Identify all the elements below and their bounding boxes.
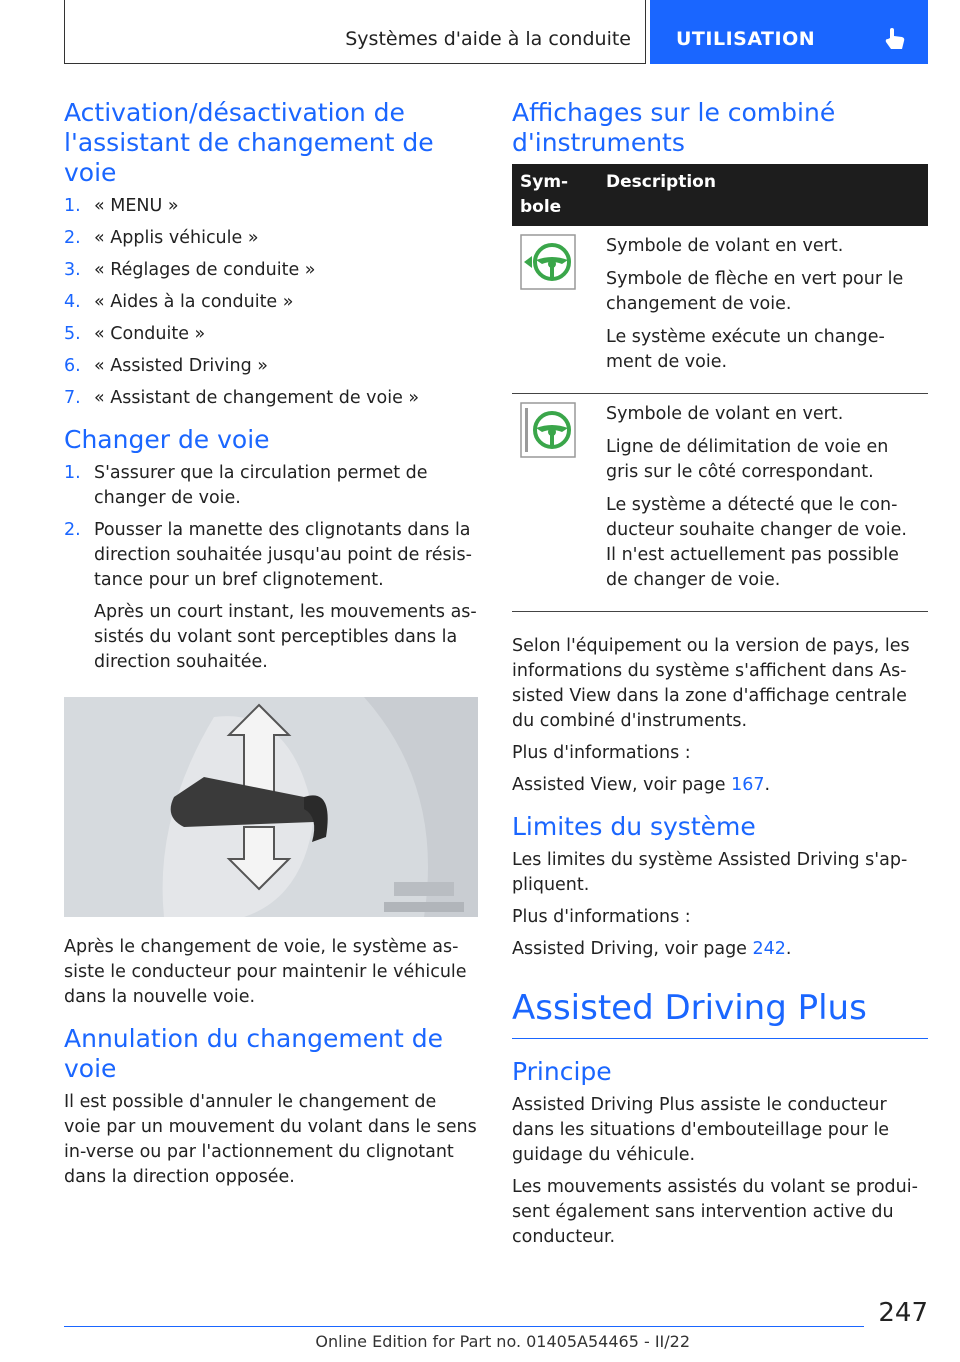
symbol-cell [512,394,598,612]
col-symbol-header: Sym-bole [512,164,598,226]
description-line: Le système exécute un change-ment de voie. [606,327,885,372]
list-item [64,386,478,411]
change-steps-list [64,461,478,675]
footer-divider [64,1326,864,1327]
list-item [64,518,478,675]
assisted-view-ref [512,773,928,798]
heading-principe: Principe [512,1057,612,1086]
cancel-text: Il est possible d'annuler le changement de voie par un mouvement du volant dans le sens in-verse ou par l'actionnement du clignotant dans la direction opposée. [64,1092,477,1187]
step-number: 5. [64,324,81,344]
step-text: S'assurer que la circulation permet de changer de voie. [94,463,428,508]
step-number: 1. [64,463,81,483]
col-description-header: Description [598,164,928,226]
heading-assisted-driving-plus: Assisted Driving Plus [512,988,928,1039]
step-number: 4. [64,292,81,312]
list-item [64,290,478,315]
display-info-text: Selon l'équipement ou la version de pays, les informations du système s'affichent dans As-sisted View dans la zone d'affichage centrale du combiné d'instruments. [512,636,910,731]
step-text: « Assistant de changement de voie » [94,388,420,408]
heading-change-lane: Changer de voie [64,425,270,454]
after-change-text: Après le changement de voie, le système as-siste le conducteur pour maintenir le véhicule dans la nouvelle voie. [64,937,467,1007]
header-section-box [64,0,646,64]
step-text: « Applis véhicule » [94,228,259,248]
description-line: Symbole de flèche en vert pour le changement de voie. [606,269,904,314]
turn-signal-lever-figure [64,697,478,917]
page-header [64,0,928,64]
steering-wheel-lane-line-icon [520,402,576,458]
principe-text-2: Les mouvements assistés du volant se produi-sent également sans intervention active du conducteur. [512,1177,918,1247]
ref-text: Assisted View, voir page [512,775,732,795]
ref-text: Assisted Driving, voir page [512,939,753,959]
ref-punct: . [785,939,792,959]
header-chapter-box [650,0,928,64]
list-item [64,461,478,511]
page-link-242[interactable]: 242 [752,939,786,959]
limits-text: Les limites du système Assisted Driving s'ap-pliquent. [512,850,908,895]
footer-edition: Online Edition for Part no. 01405A54465 - II/22 [315,1332,690,1351]
description-cell [598,394,928,612]
heading-display: Affichages sur le combiné d'instruments [512,98,836,157]
table-row [512,226,928,394]
heading-activation: Activation/désactivation de l'assistant de changement de voie [64,98,434,187]
step-number: 3. [64,260,81,280]
list-item [64,226,478,251]
list-item [64,194,478,219]
principe-text-1: Assisted Driving Plus assiste le conducteur dans les situations d'embouteillage pour le guidage du véhicule. [512,1095,890,1165]
step-text: « MENU » [94,196,179,216]
left-column [64,98,478,1197]
description-line: Symbole de volant en vert. [606,236,844,256]
assisted-driving-ref [512,937,928,962]
steering-wheel-lane-change-icon [520,234,576,290]
symbols-table [512,164,928,612]
table-row [512,394,928,612]
heading-cancel: Annulation du changement de voie [64,1024,443,1083]
description-line: Symbole de volant en vert. [606,404,844,424]
description-cell [598,226,928,394]
table-header-row [512,164,928,226]
step-number: 6. [64,356,81,376]
more-info-label: Plus d'informations : [512,907,691,927]
step-number: 2. [64,520,81,540]
page-number: 247 [878,1298,928,1328]
heading-limits: Limites du système [512,812,756,841]
step-text: Pousser la manette des clignotants dans la direction souhaitée jusqu'au point de résis-tance pour un bref clignotement. [94,520,472,590]
header-chapter-title: UTILISATION [676,28,816,50]
menu-steps-list [64,194,478,411]
page-link-167[interactable]: 167 [731,775,765,795]
step-number: 2. [64,228,81,248]
symbol-cell [512,226,598,394]
description-line: Le système a détecté que le con-ducteur souhaite changer de voie. Il n'est actuellement pas possible de changer de voie. [606,495,907,590]
step-number: 1. [64,196,81,216]
hand-pointer-icon [882,26,908,52]
ref-punct: . [764,775,771,795]
list-item [64,354,478,379]
right-column [512,98,928,1257]
step-text: « Assisted Driving » [94,356,268,376]
step-text: « Réglages de conduite » [94,260,316,280]
step-text: « Aides à la conduite » [94,292,294,312]
step-note: Après un court instant, les mouvements as-sistés du volant sont perceptibles dans la direction souhaitée. [94,602,477,672]
list-item [64,322,478,347]
description-line: Ligne de délimitation de voie en gris sur le côté correspondant. [606,437,889,482]
header-section-title: Systèmes d'aide à la conduite [345,28,631,50]
more-info-label: Plus d'informations : [512,743,691,763]
lever-illustration [64,697,478,917]
list-item [64,258,478,283]
step-number: 7. [64,388,81,408]
step-text: « Conduite » [94,324,206,344]
